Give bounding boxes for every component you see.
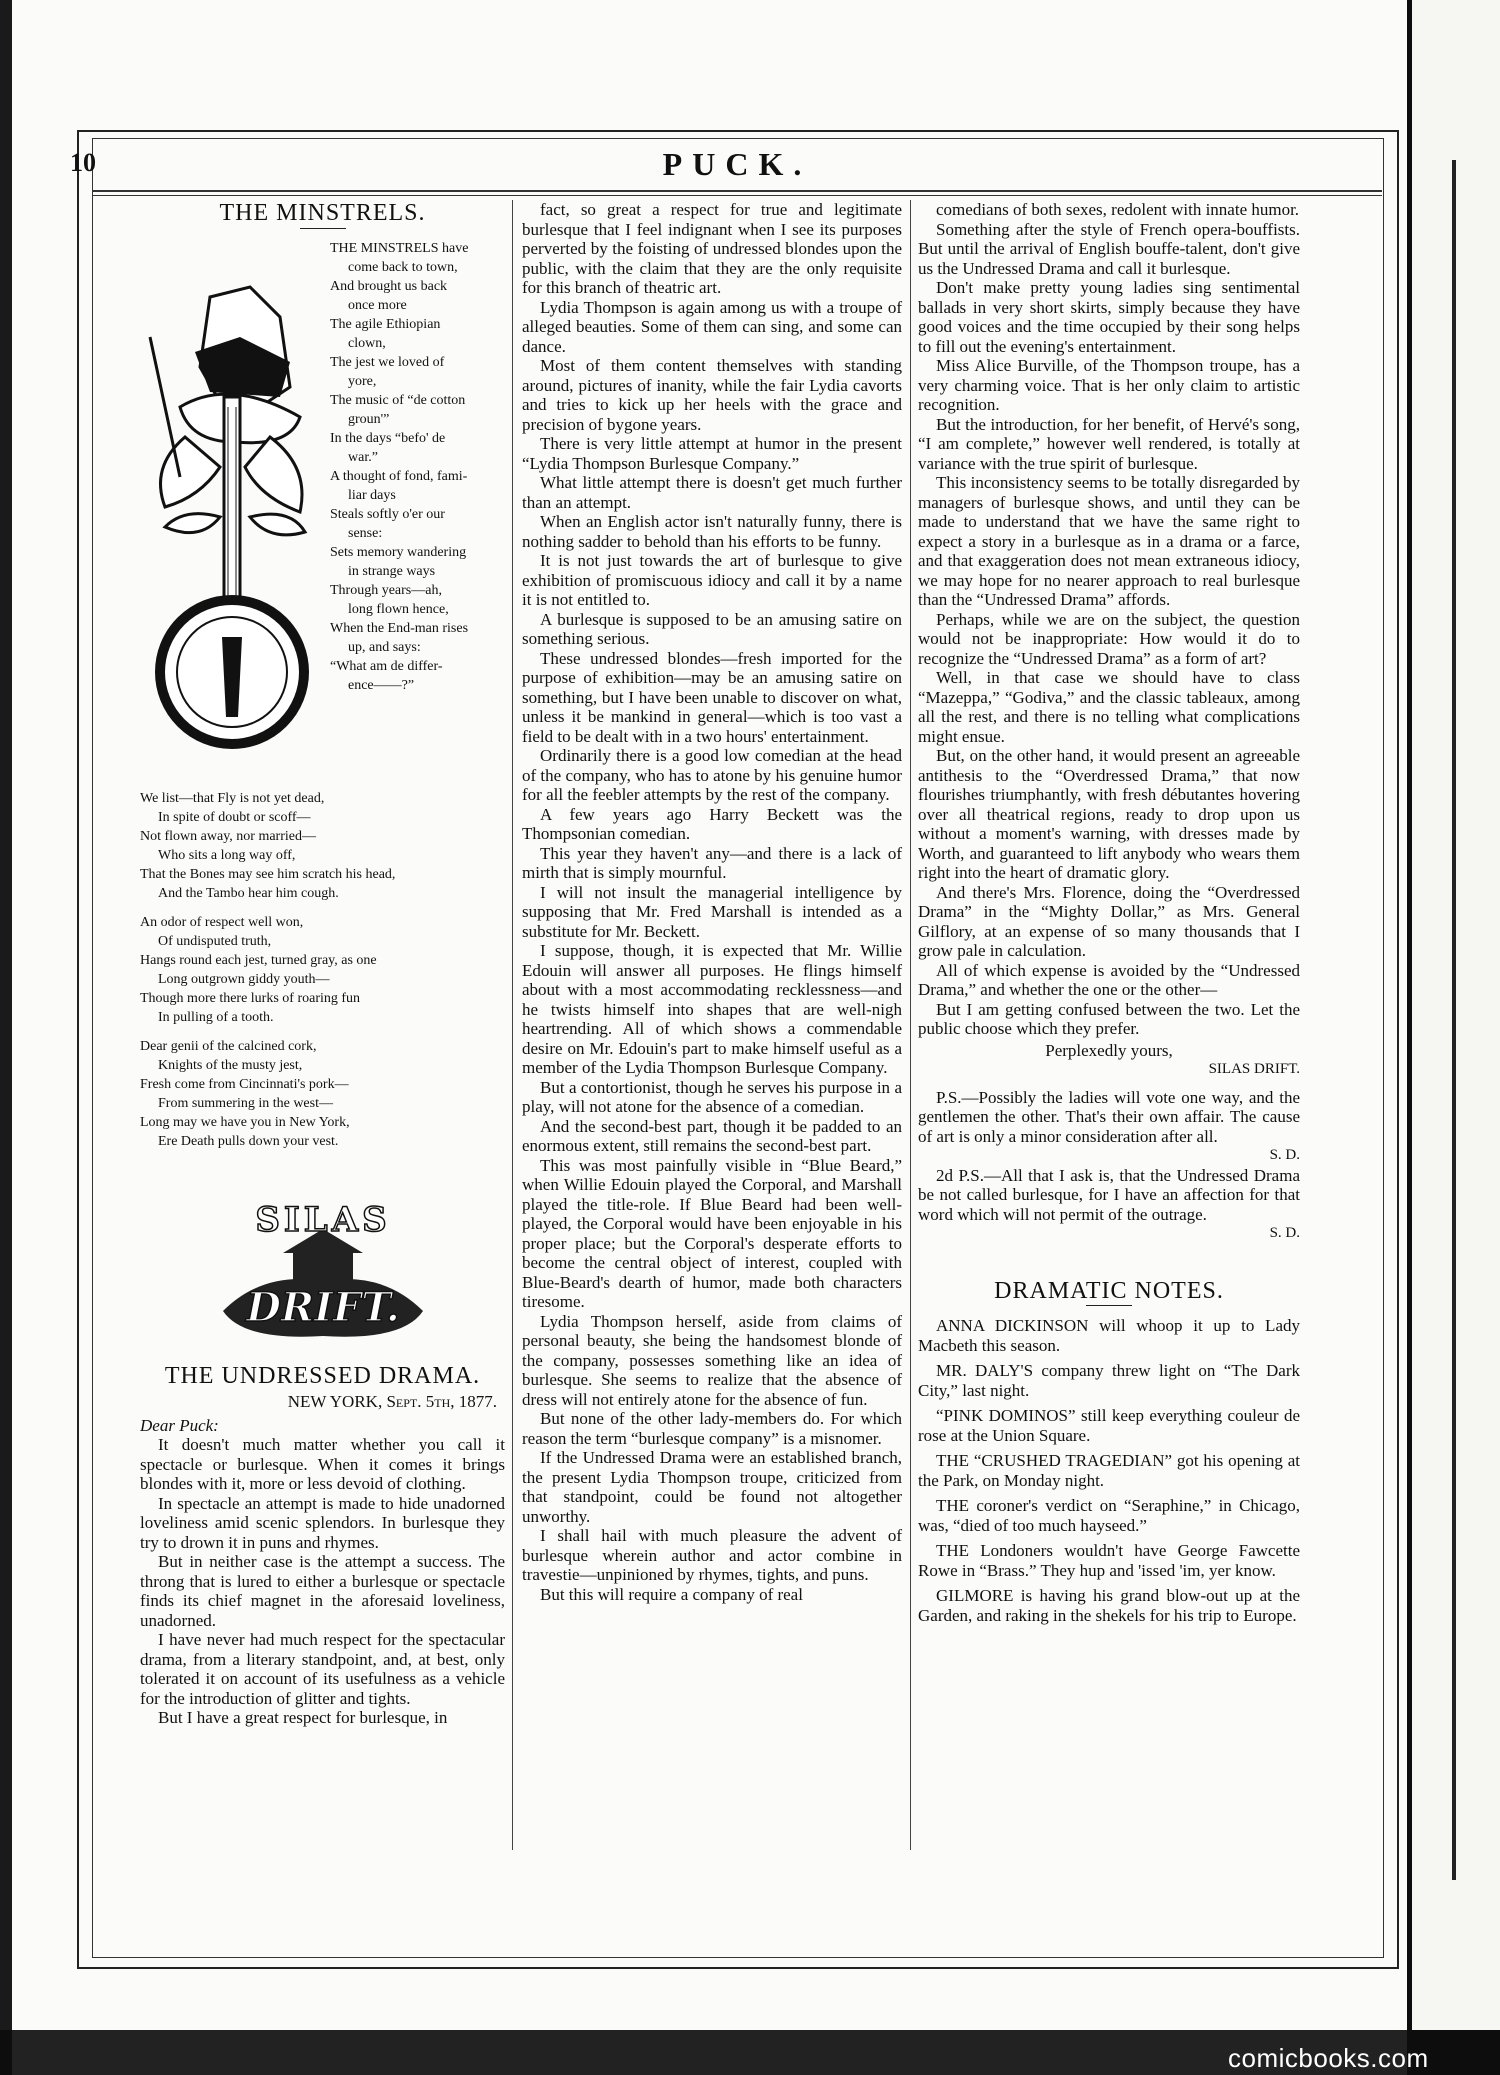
paragraph: It is not just towards the art of burlesque to give exhibition of promiscuous idiocy and call it by a name it is not entitled to. xyxy=(522,551,902,609)
dramatic-note: “PINK DOMINOS” still keep everything couleur de rose at the Union Square. xyxy=(918,1406,1300,1445)
paragraph: Something after the style of French opera-bouffists. But until the arrival of English bouffe-talent, don't give us the Undressed Drama and call it burlesque. xyxy=(918,219,1300,278)
verse-line: Of undisputed truth, xyxy=(158,933,272,949)
verse-line: groun'” xyxy=(348,411,390,427)
verse-line: Dear genii of the calcined cork, xyxy=(140,1038,317,1054)
publication-title: PUCK. xyxy=(662,146,812,182)
verse-line: ence——?” xyxy=(348,677,415,693)
verse-line: Hangs round each jest, turned gray, as one xyxy=(140,952,377,968)
undressed-drama-text-part-2 xyxy=(522,200,902,1604)
paragraph: If the Undressed Drama were an established branch, the present Lydia Thompson troupe, criticized from that standpoint, could be found not altogether unworthy. xyxy=(522,1448,902,1526)
verse-line: In spite of doubt or scoff— xyxy=(158,809,311,825)
paragraph: This inconsistency seems to be totally disregarded by managers of burlesque shows, and until they can be made to understand that we have the same right to expect a story in a burlesque as in a drama or a farce, and that exaggeration does not mean extraneous idiocy, we may hope for no nearer approach to real burlesque than the “Undressed Drama” affords. xyxy=(918,473,1300,609)
undressed-drama-text-part-3 xyxy=(918,200,1300,1039)
column-2 xyxy=(522,200,902,1604)
verse-line: And the Tambo hear him cough. xyxy=(158,885,339,901)
verse-line: clown, xyxy=(348,335,386,351)
dramatic-note: THE coroner's verdict on “Seraphine,” in Chicago, was, “died of too much hayseed.” xyxy=(918,1496,1300,1535)
undressed-drama-text-part-1 xyxy=(140,1435,505,1728)
closing: Perplexedly yours, xyxy=(1045,1040,1173,1060)
verse-line: Long outgrown giddy youth— xyxy=(158,971,330,987)
verse-line: liar days xyxy=(348,487,396,503)
dramatic-note: THE Londoners wouldn't have George Fawcette Rowe in “Brass.” They hup and 'issed 'im, yer know. xyxy=(918,1541,1300,1580)
undressed-drama-heading: THE UNDRESSED DRAMA. xyxy=(164,1362,481,1389)
verse-line: Not flown away, nor married— xyxy=(140,828,316,844)
paragraph: It doesn't much matter whether you call it spectacle or burlesque. When it comes it brings blondes with it, more or less devoid of clothing. xyxy=(140,1435,505,1493)
paragraph: comedians of both sexes, redolent with innate humor. xyxy=(936,200,1300,219)
paragraph: There is very little attempt at humor in the present “Lydia Thompson Burlesque Company.” xyxy=(522,434,902,473)
postscript-2: 2d P.S.—All that I ask is, that the Undressed Drama be not called burlesque, for I have an affection for that word which will not permit of the outrage. xyxy=(918,1165,1300,1224)
verse-line: And brought us back xyxy=(330,278,448,294)
next-page-edge xyxy=(12,2030,1407,2075)
verse-line: When the End-man rises xyxy=(330,620,469,636)
paragraph: This year they haven't any—and there is a lack of mirth that is simply mournful. xyxy=(522,843,902,882)
paragraph: These undressed blondes—fresh imported for the purpose of exhibition—may be an amusing satire on something, but I have been unable to discover on what, unless it be mankind in general—which is too vast a field to be dealt with in a two hours' entertainment. xyxy=(522,648,902,746)
paragraph: Lydia Thompson is again among us with a troupe of alleged beauties. Some of them can sing, and some can dance. xyxy=(522,297,902,356)
dramatic-note: THE “CRUSHED TRAGEDIAN” got his opening at the Park, on Monday night. xyxy=(918,1451,1300,1490)
dramatic-notes-heading: DRAMATIC NOTES. xyxy=(994,1277,1224,1304)
paragraph: But a contortionist, though he serves his purpose in a play, will not atone for the absence of a comedian. xyxy=(522,1077,902,1116)
verse-line: In the days “befo' de xyxy=(330,430,446,446)
paragraph: But, on the other hand, it would present an agreeable antithesis to the “Overdressed Drama,” that now flourishes triumphantly, with fresh débutantes hovering over all theatrical regions, ready to drop upon us without a moment's warning, with dresses made by Worth, and guaranteed to lift anybody who wears them right into the heart of dramatic glory. xyxy=(918,746,1300,882)
paragraph: And there's Mrs. Florence, doing the “Overdressed Drama” in the “Mighty Dollar,” as Mrs. General Gilflory, at an expense of so many thousands that I grow pale in calculation. xyxy=(918,882,1300,960)
dramatic-note: MR. DALY'S company threw light on “The Dark City,” last night. xyxy=(918,1361,1300,1400)
paragraph: Ordinarily there is a good low comedian at the head of the company, who has to atone by his genuine humor for all the feebler attempts by the rest of the company. xyxy=(522,746,902,804)
banjo-illustration xyxy=(140,277,320,757)
postscript-1: P.S.—Possibly the ladies will vote one way, and the gentlemen the other. That's their own affair. The cause of art is only a minor consideration after all. xyxy=(918,1087,1300,1146)
stanza xyxy=(140,789,505,903)
verse-line: come back to town, xyxy=(348,259,458,275)
minstrels-heading: THE MINSTRELS. xyxy=(219,200,426,226)
verse-line: A thought of fond, fami- xyxy=(330,468,468,484)
verse-line: The agile Ethiopian xyxy=(330,316,441,332)
verse-line: That the Bones may see him scratch his head, xyxy=(140,866,396,882)
paragraph: All of which expense is avoided by the “Undressed Drama,” and whether the one or the other— xyxy=(918,960,1300,999)
verse-line: Sets memory wandering xyxy=(330,544,467,560)
paragraph: When an English actor isn't naturally funny, there is nothing sadder to behold than his efforts to be funny. xyxy=(522,512,902,551)
paragraph: fact, so great a respect for true and legitimate burlesque that I feel indignant when I see its purposes perverted by the foisting of undressed blondes upon the public, with the claim that they are the only requisite for this branch of theatric art. xyxy=(522,200,902,297)
masthead xyxy=(92,138,1382,194)
paragraph: I will not insult the managerial intelligence by supposing that Mr. Fred Marshall is intended as a substitute for Mr. Beckett. xyxy=(522,882,902,941)
dramatic-notes-list xyxy=(918,1316,1300,1625)
verse-line: From summering in the west— xyxy=(158,1095,333,1111)
column-3 xyxy=(918,200,1300,1625)
postscript-1-signature: S. D. xyxy=(1269,1147,1300,1163)
verse-line: Steals softly o'er our xyxy=(330,506,445,522)
verse-line: Though more there lurks of roaring fun xyxy=(140,990,361,1006)
minstrels-intro-verse xyxy=(330,239,500,695)
paragraph: And the second-best part, though it be padded to an enormous extent, still remains the second-best part. xyxy=(522,1116,902,1155)
paragraph: But this will require a company of real xyxy=(540,1584,803,1604)
stanza xyxy=(140,1037,505,1151)
paragraph: But none of the other lady-members do. For which reason the term “burlesque company” is a misnomer. xyxy=(522,1409,902,1448)
heading-rule xyxy=(300,228,346,229)
dramatic-note: GILMORE is having his grand blow-out up at the Garden, and raking in the shekels for his trip to Europe. xyxy=(918,1586,1300,1625)
verse-line: “What am de differ- xyxy=(330,658,443,674)
paragraph: I suppose, though, it is expected that Mr. Willie Edouin will answer all purposes. He flings himself about with a most accommodating recklessness—and he twists himself into shapes that are well-nigh heartrending. All of which shows a commendable desire on Mr. Edouin's part to make himself useful as a member of the Lydia Thompson Burlesque Company. xyxy=(522,941,902,1077)
verse-line: up, and says: xyxy=(348,639,421,655)
paragraph: This was most painfully visible in “Blue Beard,” when Willie Edouin played the Corporal, and Marshall played the title-role. If Blue Beard had been well-played, the Corporal would have been enjoyable in his proper place; but the Corporal's desperate efforts to become the central object of interest, coupled with Blue-Beard's dearth of humor, made both characters tiresome. xyxy=(522,1155,902,1311)
adjacent-page-edge xyxy=(1412,0,1500,2030)
verse-line: in strange ways xyxy=(348,563,436,579)
verse-line: Through years—ah, xyxy=(330,582,442,598)
verse-line: THE MINSTRELS have xyxy=(330,240,469,256)
watermark: comicbooks.com xyxy=(1228,2043,1429,2073)
paragraph: Well, in that case we should have to class “Mazeppa,” “Godiva,” and the classic tableaux, among all the rest, and there is no telling what complications might ensue. xyxy=(918,668,1300,746)
verse-line: once more xyxy=(348,297,407,313)
stanza xyxy=(140,913,505,1027)
silas-logo-bottom: DRIFT. xyxy=(245,1283,400,1331)
paragraph: Perhaps, while we are on the subject, the question would not be inappropriate: How would it do to recognize the “Undressed Drama” as a form of art? xyxy=(918,609,1300,668)
verse-line: long flown hence, xyxy=(348,601,449,617)
paragraph: Don't make pretty young ladies sing sentimental ballads in very short skirts, simply because they have good voices and the time occupied by their song helps to fill out the evening's entertainment. xyxy=(918,278,1300,356)
verse-line: The jest we loved of xyxy=(330,354,445,370)
verse-line: The music of “de cotton xyxy=(330,392,466,408)
column-divider xyxy=(512,200,513,1850)
verse-line: Long may we have you in New York, xyxy=(140,1114,350,1130)
verse-line: In pulling of a tooth. xyxy=(158,1009,274,1025)
salutation: Dear Puck: xyxy=(140,1415,219,1435)
paragraph: But I am getting confused between the two. Let the public choose which they prefer. xyxy=(918,999,1300,1038)
masthead-rule xyxy=(92,190,1382,196)
paragraph: In spectacle an attempt is made to hide unadorned loveliness amid scenic splendors. In burlesque they try to drown it in puns and rhymes. xyxy=(140,1493,505,1552)
paragraph: What little attempt there is doesn't get much further than an attempt. xyxy=(522,473,902,512)
verse-line: Knights of the musty jest, xyxy=(158,1057,303,1073)
verse-line: yore, xyxy=(348,373,377,389)
paragraph: Most of them content themselves with standing around, pictures of inanity, while the fair Lydia cavorts and tries to kick up her heels with the grace and precision of bygone years. xyxy=(522,356,902,434)
paragraph: A few years ago Harry Beckett was the Thompsonian comedian. xyxy=(522,804,902,843)
paragraph: But the introduction, for her benefit, of Hervé's song, “I am complete,” however well rendered, is totally at variance with the true spirit of burlesque. xyxy=(918,414,1300,473)
verse-line: An odor of respect well won, xyxy=(140,914,304,930)
verse-line: We list—that Fly is not yet dead, xyxy=(140,790,325,806)
paragraph: A burlesque is supposed to be an amusing satire on something serious. xyxy=(522,609,902,648)
scan-edge xyxy=(0,0,12,2075)
verse-line: sense: xyxy=(348,525,383,541)
minstrels-stanzas xyxy=(140,789,505,1151)
paragraph: Lydia Thompson herself, aside from claims of personal beauty, she being the handsomest blonde of the company, possesses something like an idea of burlesque. She seems to realize that the absence of dress will not entirely atone for the absence of fun. xyxy=(522,1311,902,1409)
verse-line: war.” xyxy=(348,449,378,465)
column-divider xyxy=(910,200,911,1850)
column-1 xyxy=(140,200,505,1728)
signature: SILAS DRIFT. xyxy=(1208,1061,1300,1077)
paragraph: Miss Alice Burville, of the Thompson troupe, has a very charming voice. That is her only claim to artistic recognition. xyxy=(918,356,1300,414)
silas-drift-logo xyxy=(203,1191,443,1361)
silas-logo-top: SILAS xyxy=(254,1199,391,1240)
verse-line: Who sits a long way off, xyxy=(158,847,296,863)
dramatic-note: ANNA DICKINSON will whoop it up to Lady Macbeth this season. xyxy=(918,1316,1300,1355)
postscript-2-signature: S. D. xyxy=(1269,1225,1300,1241)
heading-rule xyxy=(1086,1305,1132,1306)
verse-line: Fresh come from Cincinnati's pork— xyxy=(140,1076,349,1092)
paragraph: I shall hail with much pleasure the advent of burlesque wherein author and actor combine in travestie—unpinioned by rhymes, tights, and puns. xyxy=(522,1526,902,1584)
paragraph: I have never had much respect for the spectacular drama, from a literary standpoint, and, at best, only tolerated it on account of its usefulness as a vehicle for the introduction of glitter and tights. xyxy=(140,1630,505,1708)
minstrels-intro xyxy=(140,239,505,779)
dateline: NEW YORK, Sept. 5th, 1877. xyxy=(287,1392,497,1411)
paragraph: But I have a great respect for burlesque, in xyxy=(158,1708,448,1727)
verse-line: Ere Death pulls down your vest. xyxy=(158,1133,339,1149)
paragraph: But in neither case is the attempt a success. The throng that is lured to either a burlesque or spectacle finds its chief magnet in the aforesaid loveliness, unadorned. xyxy=(140,1552,505,1630)
page-number: 10 xyxy=(70,148,96,177)
